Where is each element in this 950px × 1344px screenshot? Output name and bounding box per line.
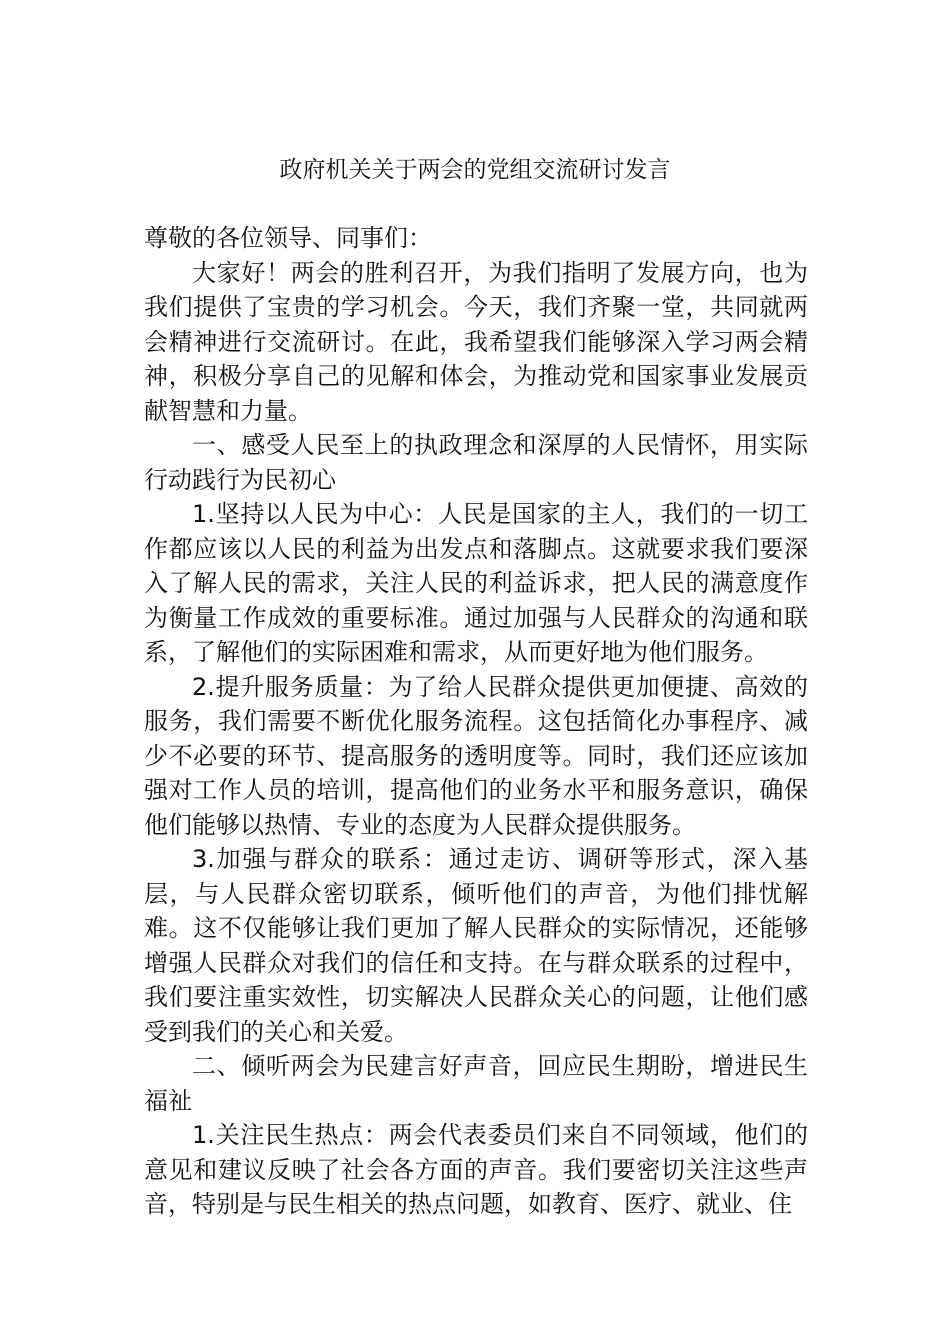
paragraph-item: 2.提升服务质量：为了给人民群众提供更加便捷、高效的服务，我们需要不断优化服务流程。这包括简化办事程序、减少不必要的环节、提高服务的透明度等。同时，我们还应该加强对工作人员的培训，提高他们的业务水平和服务意识，确保他们能够以热情、专业的态度为人民群众提供服务。 [144,672,808,839]
paragraph-item: 1.坚持以人民为中心：人民是国家的主人，我们的一切工作都应该以人民的利益为出发点和落脚点。这就要求我们要深入了解人民的需求，关注人民的利益诉求，把人民的满意度作为衡量工作成效的重要标准。通过加强与人民群众的沟通和联系，了解他们的实际困难和需求，从而更好地为他们服务。 [144,500,808,666]
document-title: 政府机关关于两会的党组交流研讨发言 [279,157,671,183]
paragraph-item: 3.加强与群众的联系：通过走访、调研等形式，深入基层，与人民群众密切联系，倾听他们的声音，为他们排忧解难。这不仅能够让我们更加了解人民群众的实际情况，还能够增强人民群众对我们的信任和支持。在与群众联系的过程中，我们要注重实效性，切实解决人民群众关心的问题，让他们感受到我们的关心和关爱。 [144,845,808,1046]
document-body [144,221,808,1222]
section-heading-1: 一、感受人民至上的执政理念和深厚的人民情怀，用实际行动践行为民初心 [144,431,808,494]
salutation: 尊敬的各位领导、同事们： [144,224,432,252]
section-heading-2: 二、倾听两会为民建言好声音，回应民生期盼，增进民生福祉 [144,1052,808,1115]
paragraph-item: 1.关注民生热点：两会代表委员们来自不同领域，他们的意见和建议反映了社会各方面的声音。我们要密切关注这些声音，特别是与民生相关的热点问题，如教育、医疗、就业、住 [144,1121,808,1218]
paragraph-opening: 大家好！两会的胜利召开，为我们指明了发展方向，也为我们提供了宝贵的学习机会。今天，我们齐聚一堂，共同就两会精神进行交流研讨。在此，我希望我们能够深入学习两会精神，积极分享自己的见解和体会，为推动党和国家事业发展贡献智慧和力量。 [144,258,808,425]
